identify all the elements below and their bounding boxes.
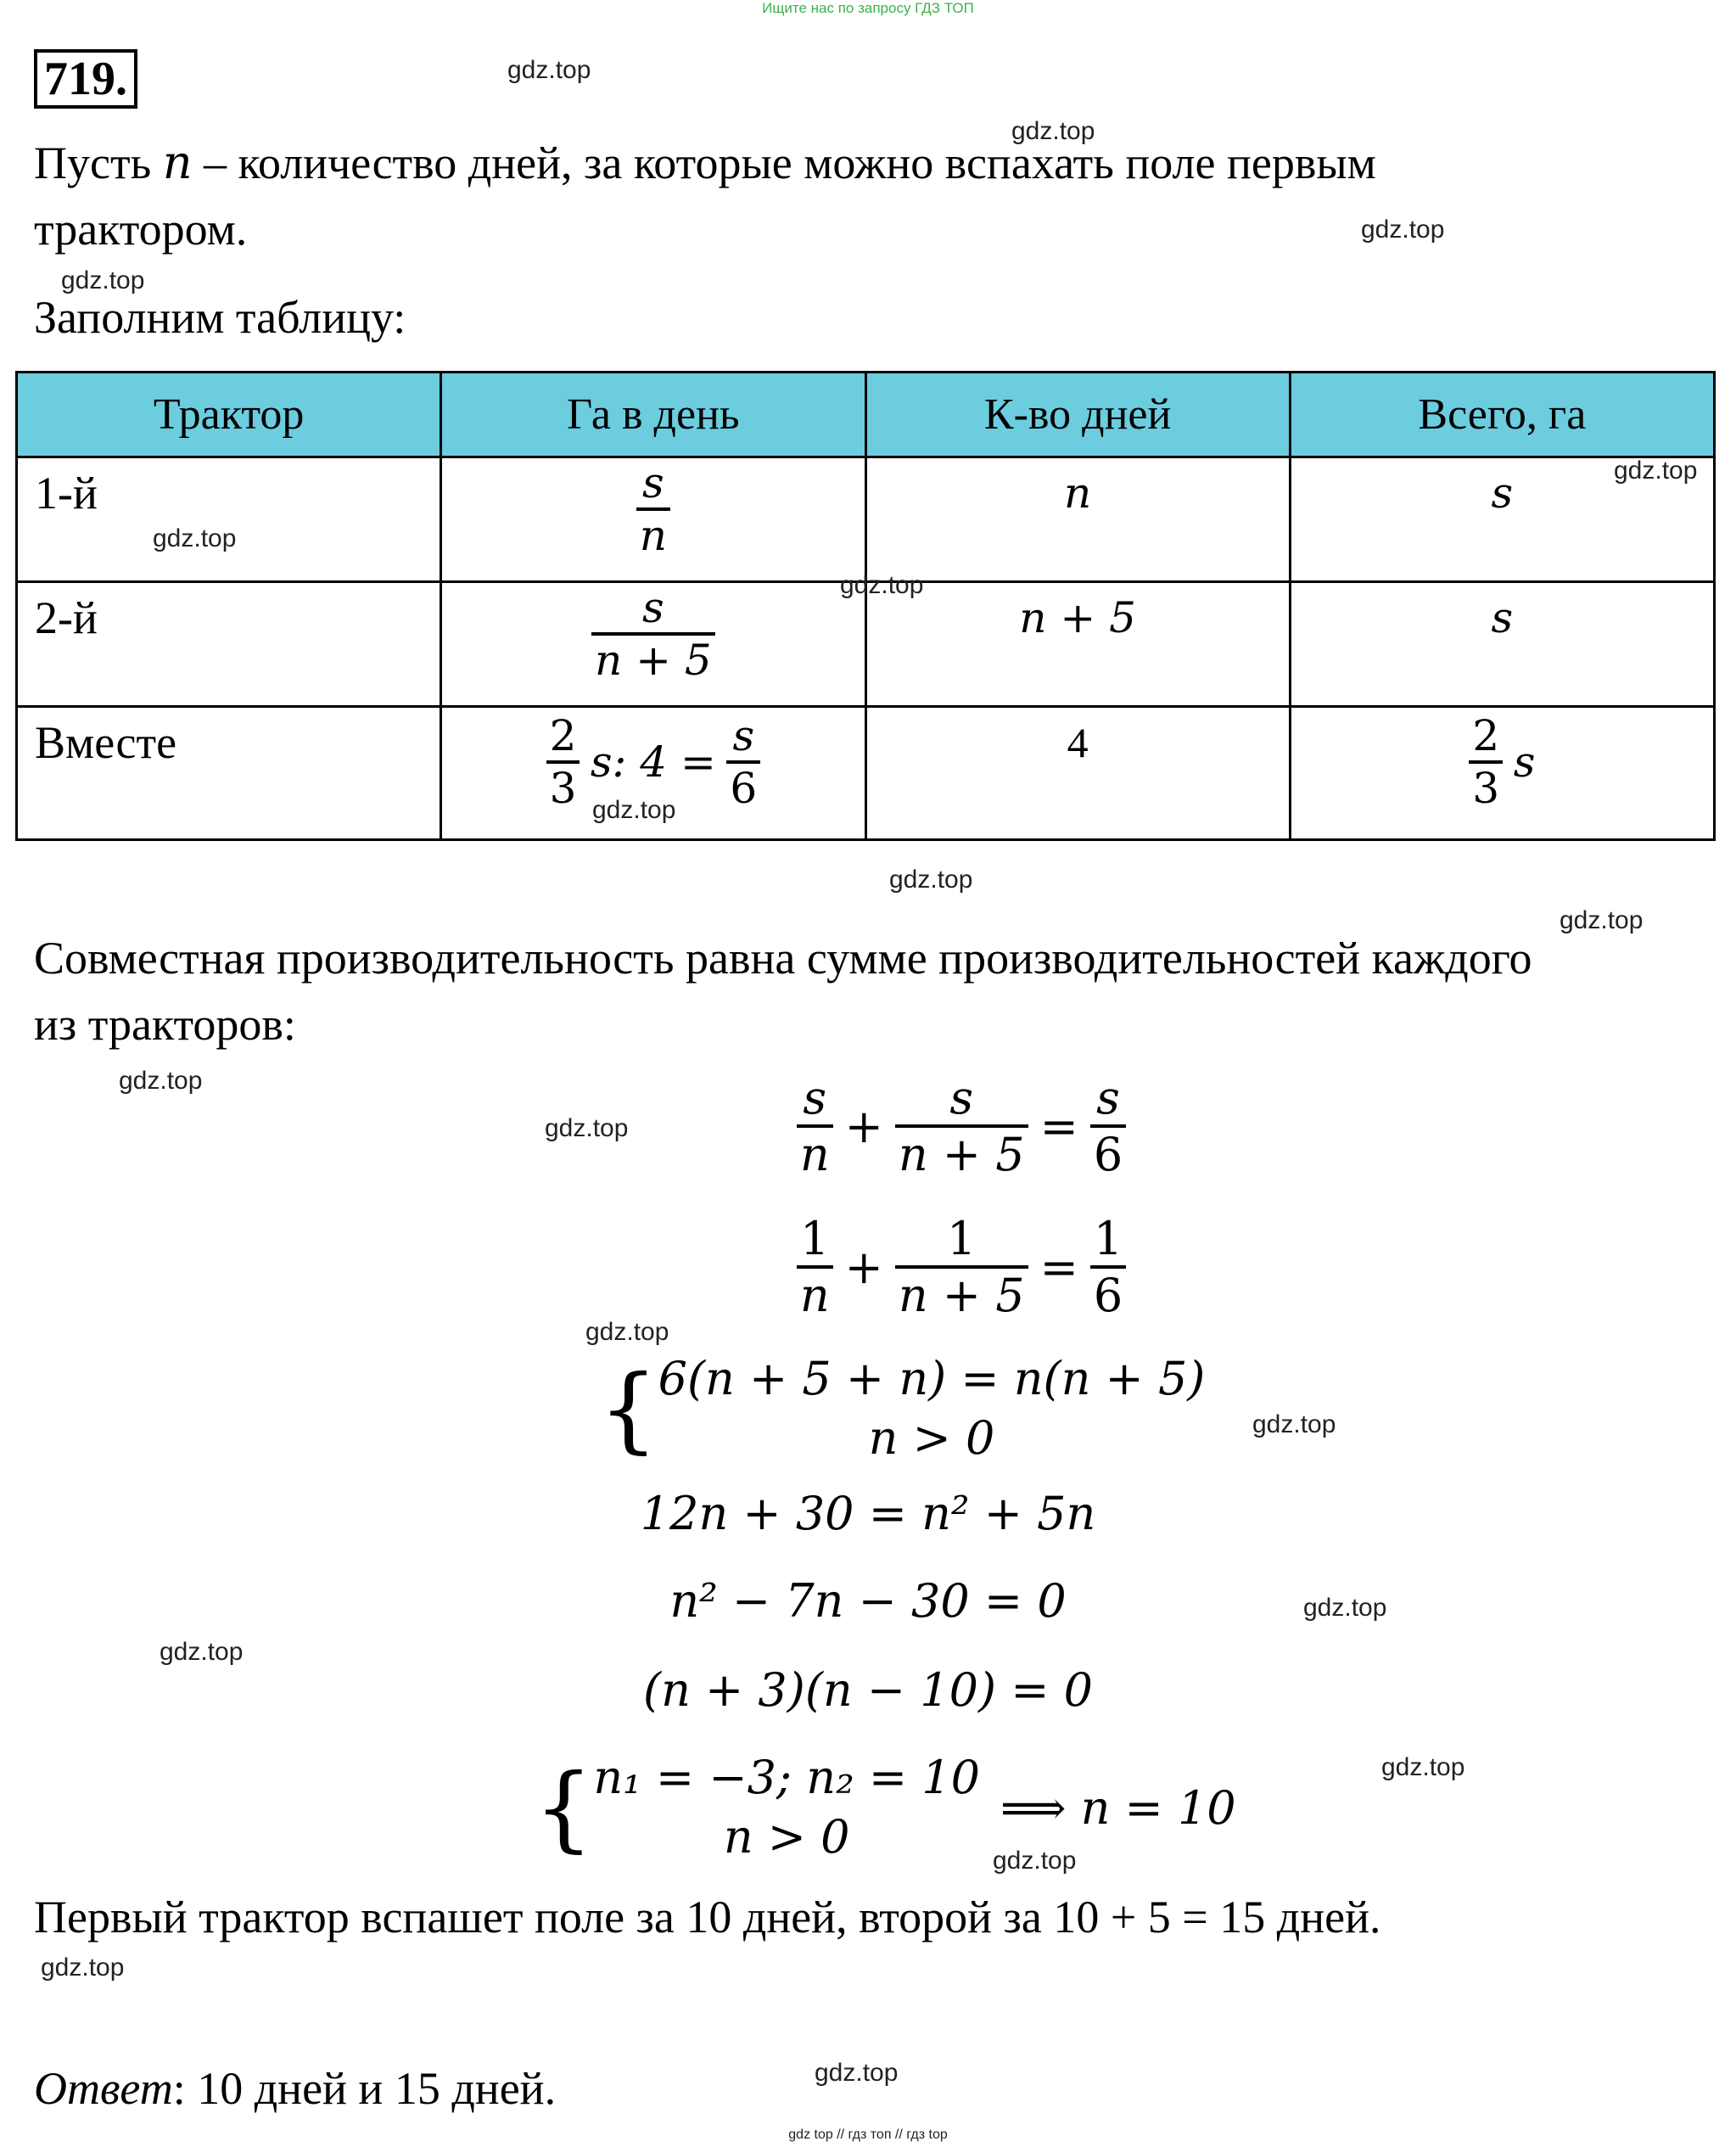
brace-icon: { (534, 1753, 594, 1862)
equation-5: (n + 3)(n − 10) = 0 (643, 1663, 1093, 1717)
system-2-row-1: n₁ = −3; n₂ = 10 (593, 1751, 981, 1804)
watermark: gdz.top (61, 266, 145, 294)
system-2-result: ⟹ n = 10 (1000, 1780, 1236, 1835)
watermark: gdz.top (889, 866, 973, 894)
watermark: gdz.top (1361, 216, 1445, 244)
problem-number: 719. (34, 49, 137, 109)
table-header: Га в день (441, 373, 865, 457)
row-label: Вместе (35, 717, 177, 768)
system-1-row-1: 6(n + 5 + n) = n(n + 5) (658, 1352, 1206, 1405)
days-cell: n (1064, 468, 1092, 518)
watermark: gdz.top (815, 2059, 899, 2087)
answer-line (34, 2055, 556, 2122)
system-2 (0, 1748, 1736, 1867)
total-var: s (1513, 737, 1536, 787)
sum-text-line-1: Совместная производительность равна сумме производительностей каждого (34, 933, 1532, 984)
total-fraction: $\frac{2}{3}$ (1469, 711, 1503, 813)
total-cell: s (1491, 468, 1514, 518)
watermark: gdz.top (153, 524, 237, 552)
watermark: gdz.top (592, 796, 676, 824)
rate-mid: s: 4 = (590, 737, 716, 787)
sum-text-line-2: из тракторов: (34, 999, 296, 1050)
intro-line-2: трактором. (34, 204, 248, 255)
watermark: gdz.top (1560, 906, 1644, 934)
days-cell: 4 (1067, 719, 1089, 766)
equation-4: n² − 7n − 30 = 0 (669, 1574, 1067, 1628)
watermark: gdz.top (507, 56, 591, 84)
answer-text: : 10 дней и 15 дней. (172, 2063, 557, 2114)
rate-fraction: $\frac{s}{n + 5}$ (591, 583, 715, 685)
days-cell: n + 5 (1019, 593, 1136, 642)
answer-label: Ответ (34, 2063, 173, 2114)
intro-part2: – количество дней, за которые можно вспахать поле первым (192, 137, 1376, 188)
system-1 (0, 1349, 1736, 1468)
watermark: gdz.top (545, 1114, 629, 1142)
table-row (17, 707, 1715, 840)
bottom-banner: gdz top // гдз топ // гдз top (788, 2127, 948, 2142)
equation-1: $\frac{s}{n}$ + $\frac{s}{n + 5}$ = $\frac{s}{6}$ (0, 1071, 1736, 1181)
watermark: gdz.top (1614, 457, 1698, 485)
watermark: gdz.top (585, 1318, 669, 1346)
watermark: gdz.top (840, 571, 924, 599)
watermark: gdz.top (993, 1847, 1077, 1875)
table-header: Трактор (17, 373, 441, 457)
equation-2: $\frac{1}{n}$ + $\frac{1}{n + 5}$ = $\frac{1}{6}$ (0, 1212, 1736, 1322)
table-row (17, 582, 1715, 707)
table-header: К-во дней (865, 373, 1290, 457)
watermark: gdz.top (160, 1638, 244, 1666)
watermark: gdz.top (1381, 1753, 1465, 1781)
table-row (17, 457, 1715, 582)
fill-table-label: Заполним таблицу: (34, 292, 406, 343)
brace-icon: { (598, 1354, 658, 1463)
conclusion: Первый трактор вспашет поле за 10 дней, второй за 10 + 5 = 15 дней. (34, 1892, 1381, 1942)
watermark: gdz.top (1011, 117, 1095, 145)
table-header: Всего, га (1290, 373, 1714, 457)
row-label: 2-й (35, 592, 98, 643)
top-banner[interactable]: Ищите нас по запросу ГДЗ ТОП (762, 0, 974, 16)
system-1-row-2: n > 0 (868, 1411, 995, 1465)
row-label: 1-й (35, 468, 98, 519)
intro-var: n (162, 136, 193, 189)
table-header-row (17, 373, 1715, 457)
data-table (15, 371, 1716, 841)
watermark: gdz.top (1303, 1594, 1387, 1622)
watermark: gdz.top (41, 1954, 125, 1982)
rate-fraction: $\frac{s}{n}$ (636, 458, 670, 560)
intro-part1: Пусть (34, 137, 163, 188)
total-cell: s (1491, 593, 1514, 642)
watermark: gdz.top (1252, 1410, 1336, 1438)
rate-fraction-right: $\frac{s}{6}$ (726, 711, 760, 813)
rate-fraction-left: $\frac{2}{3}$ (546, 711, 580, 813)
intro-line-1 (34, 130, 1376, 196)
system-2-row-2: n > 0 (723, 1810, 850, 1864)
watermark: gdz.top (119, 1067, 203, 1095)
equation-3: 12n + 30 = n² + 5n (640, 1487, 1096, 1540)
